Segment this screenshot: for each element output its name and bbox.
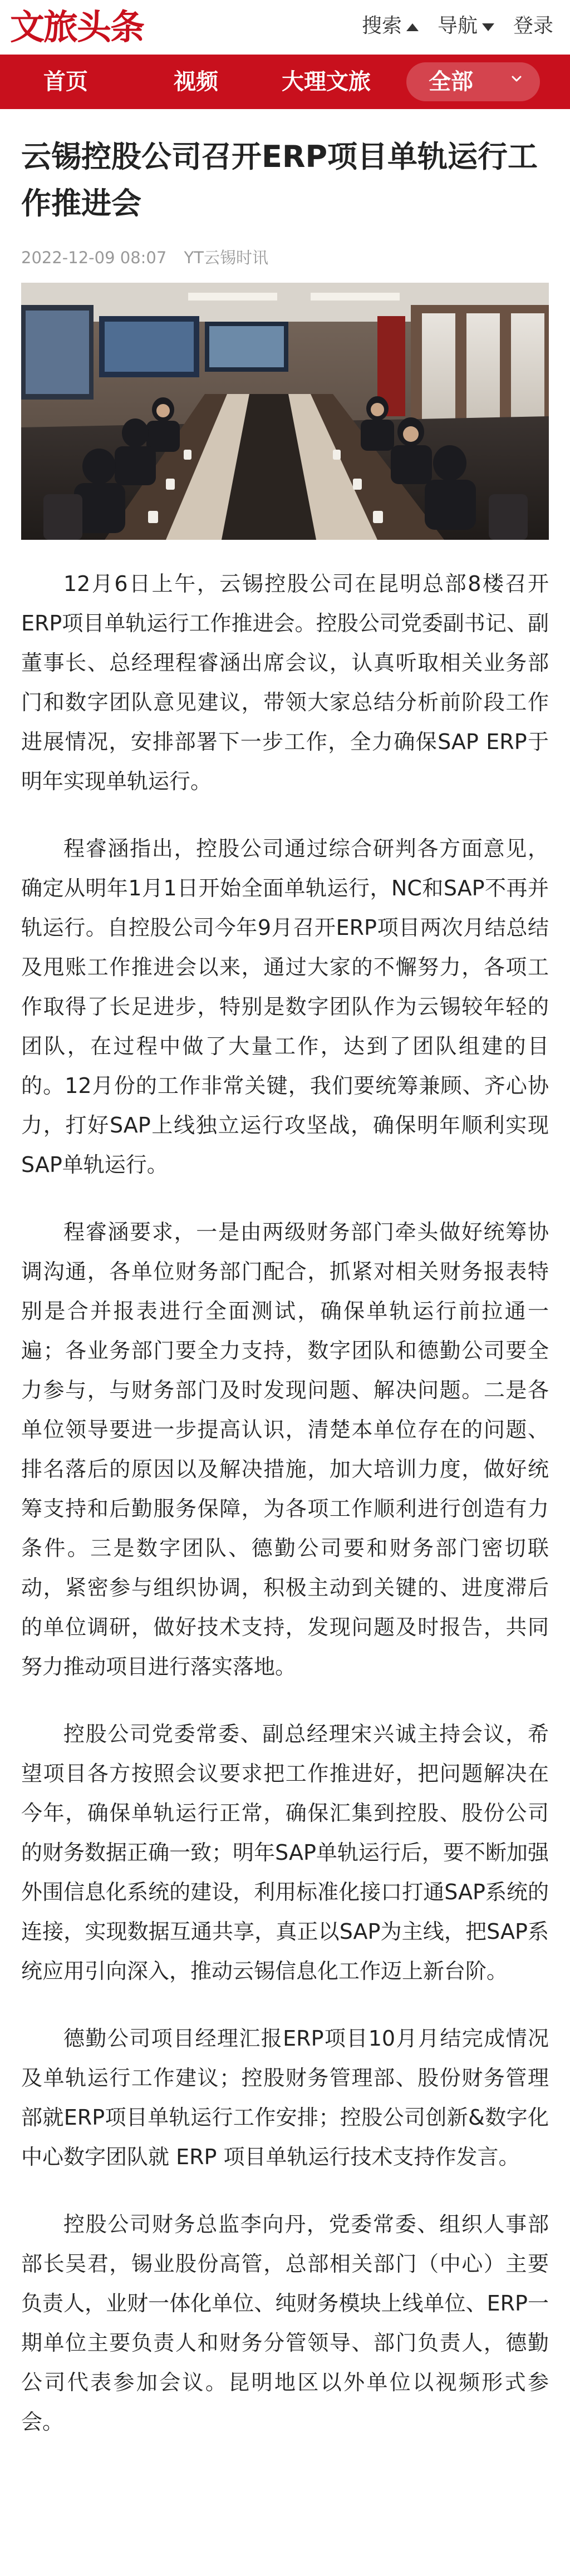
article-paragraph-3: 程睿涵要求，一是由两级财务部门牵头做好统筹协调沟通，各单位财务部门配合，抓紧对相关财务报表特别是合并报表进行全面测试，确保单轨运行前拉通一遍；各业务部门要全力支持，数字团队和德勤公司要全力参与，与财务部门及时发现问题、解决问题。二是各单位领导要进一步提高认识，清楚本单位存在的问题、排名落后的原因以及解决措施，加大培训力度，做好统筹支持和后勤服务保障，为各项工作顺利进行创造有力条件。三是数字团队、德勤公司要和财务部门密切联动，紧密参与组织协调，积极主动到关键的、进度滞后的单位调研，做好技术支持，发现问题及时报告，共同努力推动项目进行落实落地。	[21, 1220, 549, 1679]
caret-down-icon	[482, 23, 494, 31]
nav-item-dali-tourism[interactable]: 大理文旅	[282, 69, 371, 95]
navigation-label: 导航	[437, 14, 478, 37]
search-label: 搜索	[361, 14, 402, 37]
header-actions	[362, 12, 553, 40]
publish-datetime: 2022-12-09 08:07	[21, 248, 167, 267]
article-source[interactable]: YT云锡时讯	[184, 248, 268, 267]
login-link[interactable]	[513, 12, 553, 40]
article-meta	[21, 247, 268, 269]
login-label: 登录	[513, 14, 553, 37]
channel-nav	[0, 55, 570, 109]
chevron-down-icon	[511, 73, 522, 85]
navigation-menu[interactable]	[438, 12, 494, 40]
article-paragraph-4: 控股公司党委常委、副总经理宋兴诚主持会议，希望项目各方按照会议要求把工作推进好，把问题解决在今年，确保单轨运行正常，确保汇集到控股、股份公司的财务数据正确一致；明年SAP单轨运行后，要不断加强外围信息化系统的建设，利用标准化接口打通SAP系统的连接，实现数据互通共享，真正以SAP为主线，把SAP系统应用引向深入，推动云锡信息化工作迈上新台阶。	[21, 1722, 549, 1983]
article-paragraph-1: 12月6日上午，云锡控股公司在昆明总部8楼召开ERP项目单轨运行工作推进会。控股公司党委副书记、副董事长、总经理程睿涵出席会议，认真听取相关业务部门和数字团队意见建议，带领大家总结分析前阶段工作进展情况，安排部署下一步工作，全力确保SAP ERP于明年实现单轨运行。	[21, 572, 549, 794]
search-menu[interactable]	[362, 12, 419, 40]
caret-up-icon	[406, 23, 419, 31]
nav-item-home[interactable]: 首页	[43, 69, 88, 95]
article-paragraph-6: 控股公司财务总监李向丹，党委常委、组织人事部部长吴君，锡业股份高管，总部相关部门（中心）主要负责人，业财一体化单位、纯财务模块上线单位、ERP一期单位主要负责人和财务分管领导、部门负责人，德勤公司代表参加会议。昆明地区以外单位以视频形式参会。	[21, 2212, 549, 2434]
article-title: 云锡控股公司召开ERP项目单轨运行工作推进会	[21, 139, 538, 221]
article-paragraph-2: 程睿涵指出，控股公司通过综合研判各方面意见，确定从明年1月1日开始全面单轨运行，NC和SAP不再并轨运行。自控股公司今年9月召开ERP项目两次月结总结及甩账工作推进会以来，通过大家的不懈努力，各项工作取得了长足进步，特别是数字团队作为云锡较年轻的团队，在过程中做了大量工作，达到了团队组建的目的。12月份的工作非常关键，我们要统筹兼顾、齐心协力，打好SAP上线独立运行攻坚战，确保明年顺利实现SAP单轨运行。	[21, 836, 549, 1177]
nav-item-video[interactable]: 视频	[174, 69, 218, 95]
meeting-photo	[21, 283, 549, 540]
nav-all-label: 全部	[429, 69, 473, 95]
site-logo[interactable]: 文旅头条	[10, 7, 144, 47]
article-body	[21, 564, 549, 2470]
nav-all-dropdown[interactable]	[406, 62, 540, 101]
article-paragraph-5: 德勤公司项目经理汇报ERP项目10月月结完成情况及单轨运行工作建议；控股财务管理部、股份财务管理部就ERP项目单轨运行工作安排；控股公司创新&数字化中心数字团队就 ERP 项目单轨运行技术支持作发言。	[21, 2026, 549, 2169]
top-header	[0, 0, 570, 55]
